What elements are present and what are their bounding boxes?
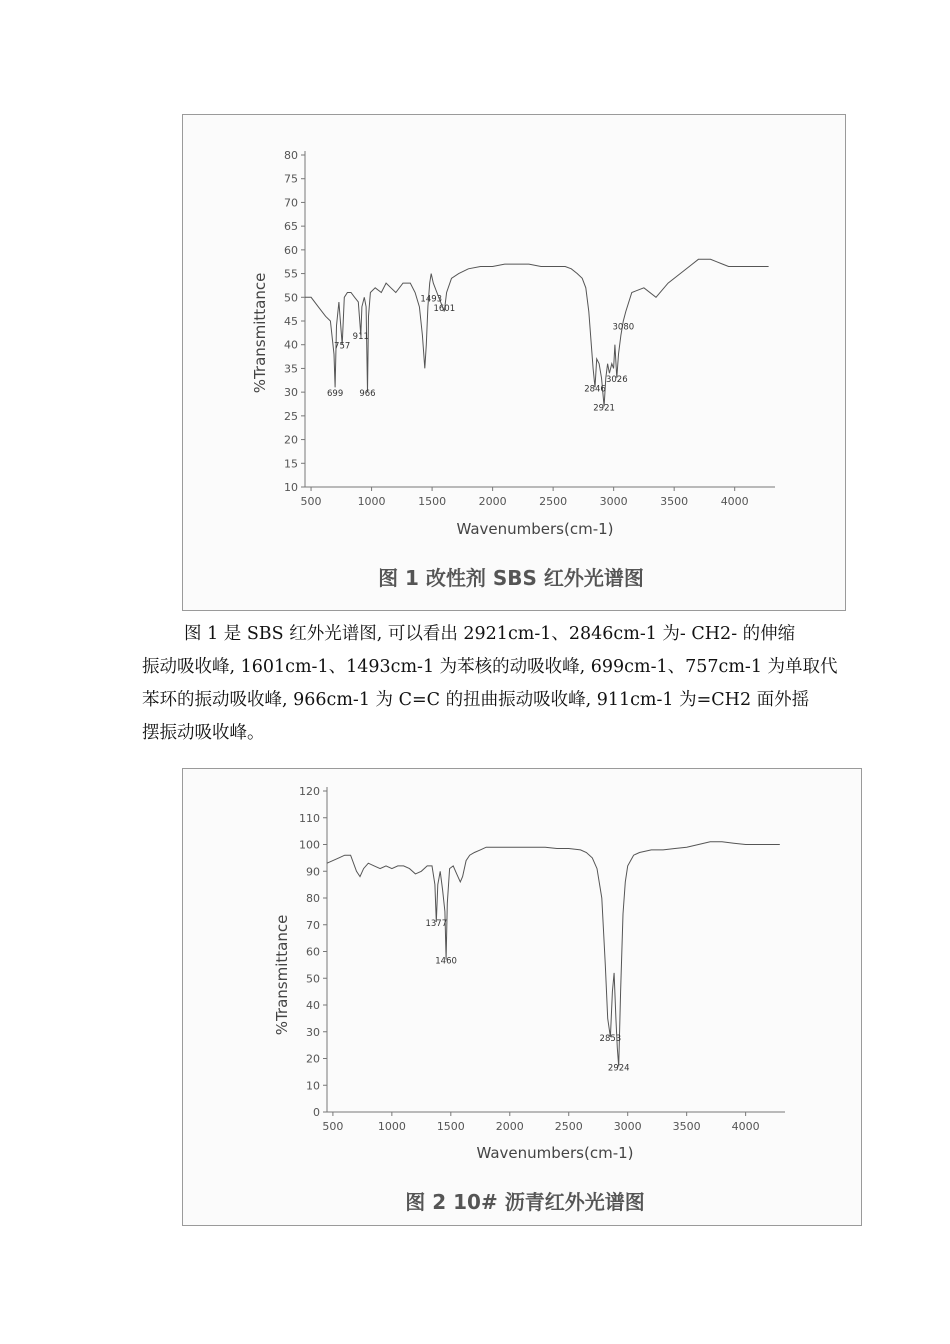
f2-x-tick-label: 3500 [672,1120,701,1133]
f2-y-tick-label: 110 [299,811,320,825]
figure-2-axes [327,787,785,1112]
figure-1-ylabel: %Transmittance [251,272,269,394]
f2-x-tick-label: 1000 [377,1120,406,1133]
figure-2-spectrum-line [327,842,780,1067]
f1-y-tick-label: 10 [284,481,298,494]
f2-x-tick-label: 2500 [554,1120,583,1133]
f2-peak-label: 2924 [607,1063,630,1074]
f2-peak-label: 2853 [599,1034,622,1045]
paragraph-line-2: 振动吸收峰, 1601cm-1、1493cm-1 为苯核的动吸收峰, 699cm-1、757cm-1 为单取代 [142,657,838,677]
figure-1 [182,114,846,611]
f2-x-tick-label: 3000 [613,1120,642,1133]
f1-x-tick-label: 1500 [418,495,447,508]
f2-y-tick-label: 30 [306,1025,320,1039]
f1-y-tick-label: 15 [284,457,298,471]
f2-y-tick-label: 50 [306,972,320,986]
paragraph-line-1: 图 1 是 SBS 红外光谱图, 可以看出 2921cm-1、2846cm-1 为- CH2- 的伸缩 [184,624,796,644]
f1-x-tick-label: 500 [300,495,322,508]
f2-y-tick-label: 60 [306,945,320,959]
f1-peak-label: 2921 [593,403,615,414]
f2-y-tick-label: 70 [306,918,320,932]
f1-x-tick-label: 3500 [660,495,689,508]
f1-x-tick-label: 3000 [599,495,628,508]
f1-y-tick-label: 40 [284,338,298,352]
figure-2-ticks [299,785,760,1133]
figure-1-axes [305,151,775,487]
f2-x-tick-label: 2000 [495,1120,524,1133]
f2-y-tick-label: 20 [306,1052,320,1066]
figure-1-caption: 图 1 改性剂 SBS 红外光谱图 [378,566,644,590]
f1-peak-label: 699 [327,389,344,400]
f1-y-tick-label: 55 [284,267,298,281]
figure-1-peak-labels [327,294,634,413]
figure-1-ticks [284,149,749,508]
paragraph-line-3: 苯环的振动吸收峰, 966cm-1 为 C=C 的扭曲振动吸收峰, 911cm-1 为=CH2 面外摇 [142,690,810,710]
f1-y-tick-label: 45 [284,315,298,328]
f2-y-tick-label: 90 [306,865,320,879]
f1-y-tick-label: 80 [284,149,298,162]
f1-y-tick-label: 75 [284,172,298,186]
figure-1-xlabel: Wavenumbers(cm-1) [456,520,614,538]
f1-x-tick-label: 1000 [357,495,386,508]
f2-x-tick-label: 500 [322,1120,344,1133]
f1-y-tick-label: 70 [284,196,298,210]
f2-peak-label: 1377 [425,919,448,930]
paragraph-line-4: 摆振动吸收峰。 [142,723,265,743]
f2-y-tick-label: 0 [313,1106,320,1119]
f1-y-tick-label: 35 [284,362,298,376]
figure-1-chart [183,115,847,612]
f1-peak-label: 966 [359,389,376,400]
f2-y-tick-label: 80 [306,892,320,905]
f1-peak-label: 3080 [612,322,635,333]
body-paragraph [142,618,838,750]
figure-2-peak-labels [425,919,629,1073]
f1-y-tick-label: 65 [284,220,298,234]
figure-2-caption: 图 2 10# 沥青红外光谱图 [405,1190,645,1214]
f1-peak-label: 3026 [605,374,628,385]
f2-y-tick-label: 40 [306,999,320,1012]
f1-y-tick-label: 25 [284,409,298,423]
f1-peak-label: 911 [352,332,369,343]
f1-peak-label: 1493 [420,294,443,305]
f2-y-tick-label: 120 [299,785,320,798]
figure-2-xlabel: Wavenumbers(cm-1) [476,1144,634,1162]
f1-y-tick-label: 20 [284,433,298,447]
figure-2-ylabel: %Transmittance [273,914,291,1036]
f2-peak-label: 1460 [435,956,457,967]
f1-y-tick-label: 30 [284,386,298,400]
figure-2 [182,768,862,1226]
f1-x-tick-label: 2000 [478,495,507,508]
f1-x-tick-label: 4000 [720,495,749,508]
f2-y-tick-label: 100 [299,838,320,852]
f2-x-tick-label: 1500 [436,1120,465,1133]
figure-2-chart [183,769,863,1227]
f1-y-tick-label: 50 [284,291,298,305]
f2-y-tick-label: 10 [306,1079,320,1093]
f1-y-tick-label: 60 [284,243,298,257]
f1-peak-label: 2846 [584,384,606,395]
f2-x-tick-label: 4000 [731,1120,760,1133]
figure-1-spectrum-line [305,259,769,406]
f1-peak-label: 1601 [433,303,456,314]
f1-x-tick-label: 2500 [539,495,568,508]
f1-peak-label: 757 [334,341,351,352]
